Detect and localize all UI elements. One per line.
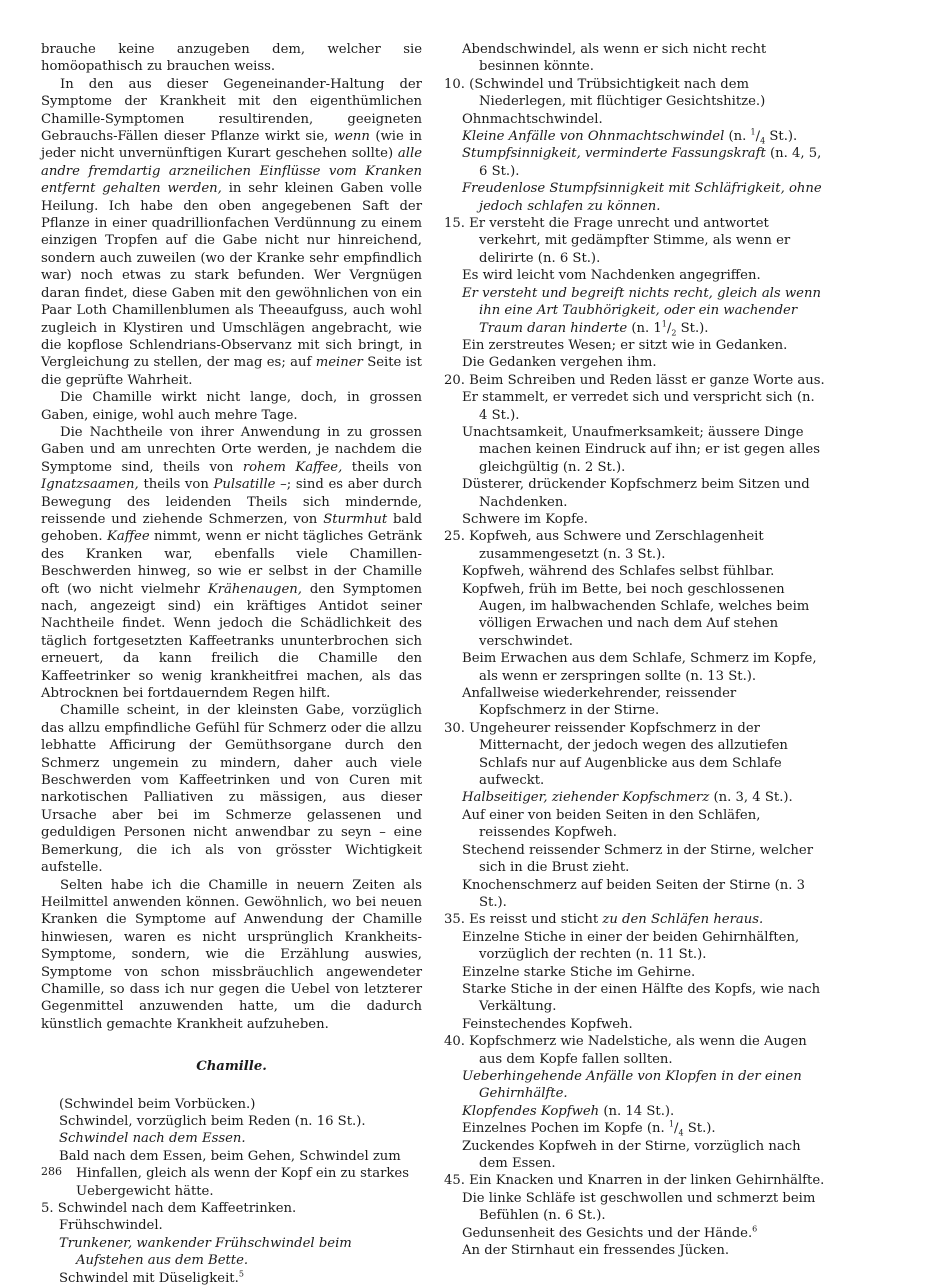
text-run: Unachtsamkeit, Unaufmerksamkeit; äussere Dinge machen keinen Eindruck auf ihn; er ist gegen alles gleichgültig (n. 2 St.). — [462, 424, 820, 475]
text-run: Zuckendes Kopfweh in der Stirne, vorzüglich nach dem Essen. — [462, 1138, 801, 1171]
symptom-entry — [41, 1130, 422, 1147]
italic-text: Krähenaugen, — [207, 581, 302, 597]
symptom-entry — [444, 180, 826, 215]
text-run: den Symptomen nach, angezeigt sind) ein kräftiges Antidot seiner Nachtheile findet. Wenn jedoch die Schädlichkeit des täglich fortgesetzten Kaffeetranks ununterbrochen sich erneuert, da kann freilich die Chamille den Kaffeetrinker so wenig krankheitfrei machen, als das Abtrocknen bei fortdauerndem Regen hilft. — [41, 581, 422, 702]
text-run: Düsterer, drückender Kopfschmerz beim Sitzen und Nachdenken. — [462, 477, 810, 510]
text-run: Auf einer von beiden Seiten in den Schläfen, reissendes Kopfweh. — [462, 807, 761, 841]
entry-number: 25. — [444, 529, 470, 545]
symptom-entry — [41, 1217, 422, 1234]
text-run: Es reisst und sticht — [469, 912, 603, 928]
text-run: Ungeheurer reissender Kopfschmerz in der Mitternacht, der jedoch wegen des allzutiefen Schlafs nur auf Augenblicke aus dem Schlafe aufweckt. — [469, 720, 788, 789]
entry-number: 45. — [444, 1173, 470, 1189]
text-run: Knochenschmerz auf beiden Seiten der Stirne (n. 3 St.). — [462, 877, 806, 910]
text-run: St.). — [676, 320, 709, 336]
text-run: Er stammelt, er verredet sich und verspricht sich (n. 4 St.). — [462, 390, 815, 423]
italic-text: Ueberhingehende Anfälle von Klopfen in der einen Gehirnhälfte. — [462, 1068, 802, 1102]
superscript: 5 — [238, 1269, 244, 1279]
text-run: (n. 3, 4 St.). — [709, 790, 793, 806]
symptom-entry — [41, 1200, 422, 1217]
symptom-entry — [444, 563, 826, 580]
symptom-entry — [444, 128, 826, 145]
text-run: St.). — [765, 129, 798, 145]
text-run: Einzelne Stiche in einer der beiden Gehirnhälften, vorzüglich der rechten (n. 11 St.). — [462, 929, 800, 963]
text-run: Frühschwindel. — [59, 1218, 163, 1234]
symptom-entry — [444, 911, 826, 928]
symptom-entry — [444, 1172, 826, 1189]
italic-text: Freudenlose Stumpfsinnigkeit mit Schläfrigkeit, ohne jedoch schlafen zu können. — [462, 181, 822, 214]
symptom-entry — [41, 1113, 422, 1130]
italic-text: Stumpfsinnigkeit, verminderte Fassungskraft — [462, 146, 766, 162]
symptom-entry — [444, 528, 826, 563]
text-run: Die Nachtheile von ihrer Anwendung in zu grossen Gaben und am unrechten Orte werden, je nachdem die Symptome sind, theils von — [41, 424, 422, 475]
text-run: Ohnmachtschwindel. — [462, 111, 603, 127]
symptom-entry — [444, 1016, 826, 1033]
text-run: Es wird leicht vom Nachdenken angegriffen. — [462, 268, 761, 284]
entry-number: 40. — [444, 1034, 470, 1050]
symptom-list-right — [444, 41, 826, 1259]
superscript: 1 — [661, 319, 667, 329]
text-run: Feinstechendes Kopfweh. — [462, 1016, 633, 1032]
text-run: / — [666, 320, 672, 336]
symptom-entry — [444, 76, 826, 111]
text-run: theils von — [138, 477, 214, 493]
text-run: (wie in jeder nicht unvernünftigen Kurart geschehen sollte) — [41, 129, 422, 162]
entry-number: 5. — [41, 1201, 58, 1216]
text-run: Ein zerstreutes Wesen; er sitzt wie in Gedanken. — [462, 337, 788, 353]
symptom-entry — [444, 111, 826, 128]
italic-text: Schwindel nach dem Essen. — [59, 1131, 246, 1147]
text-run: Kopfschmerz wie Nadelstiche, als wenn die Augen aus dem Kopfe fallen sollten. — [469, 1034, 807, 1067]
text-run: (n. 1 — [627, 320, 662, 336]
text-run: nimmt, wenn er nicht tägliches Getränk des Kranken war, ebenfalls viele Chamillen-Beschwerden hinweg, so wie er selbst in der Chamille oft (wo nicht vielmehr — [41, 529, 422, 597]
italic-text: meiner — [315, 355, 363, 371]
symptom-entry — [444, 964, 826, 981]
body-paragraph — [41, 877, 422, 1034]
symptom-entry — [444, 1033, 826, 1068]
symptom-entry — [444, 877, 826, 912]
italic-text: Er versteht und begreift nichts recht, gleich als wenn ihn eine Art Taubhörigkeit, oder ein wachender Traum daran hinderte — [462, 285, 821, 336]
symptom-entry — [444, 389, 826, 424]
text-run: Gedunsenheit des Gesichts und der Hände. — [462, 1225, 753, 1241]
section-heading: Chamille. — [196, 1059, 267, 1075]
text-run: Anfallweise wiederkehrender, reissender Kopfschmerz in der Stirne. — [462, 686, 737, 719]
symptom-entry — [444, 285, 826, 337]
text-run: In den aus dieser Gegeneinander-Haltung der Symptome der Krankheit mit den eigenthümlichen Chamille-Symptomen resultirenden, geeigneten Gebrauchs-Fällen dieser Pflanze wirkt sie, — [41, 76, 422, 145]
symptom-entry — [444, 929, 826, 964]
symptom-entry — [41, 1148, 422, 1200]
text-run: St.). — [683, 1121, 716, 1137]
symptom-entry — [41, 1270, 422, 1287]
text-run: Starke Stiche in der einen Hälfte des Kopfs, wie nach Verkältung. — [462, 981, 821, 1015]
subscript: 2 — [671, 328, 677, 338]
text-run: Beim Schreiben und Reden lässt er ganze Worte aus. — [469, 372, 825, 388]
symptom-entry — [444, 1120, 826, 1137]
symptom-entry — [444, 650, 826, 685]
body-paragraph — [41, 702, 422, 876]
symptom-entry — [41, 1235, 422, 1270]
text-run: Kopfweh, während des Schlafes selbst fühlbar. — [462, 564, 775, 580]
text-run: Die linke Schläfe ist geschwollen und schmerzt beim Befühlen (n. 6 St.). — [462, 1190, 816, 1224]
entry-number: 10. — [444, 76, 470, 92]
text-run: theils von — [342, 459, 422, 475]
symptom-entry — [444, 1138, 826, 1173]
body-paragraph — [41, 389, 422, 424]
symptom-entry — [444, 1190, 826, 1225]
text-run: Chamille scheint, in der kleinsten Gabe, vorzüglich das allzu empfindliche Gefühl für Schmerz oder die allzu lebhatte Afficirung der Gemüthsorgane durch den Schmerz ungemein zu mindern, daher auch viele Beschwerden vom Kaffeetrinken und von Curen mit narkotischen Palliativen zu mässigen, aus dieser Ursache aber bei im Schmerze gelassenen und geduldigen Personen nicht anwendbar zu seyn – eine Bemerkung, die ich als von grösster Wichtigkeit aufstelle. — [41, 703, 422, 876]
symptom-entry — [444, 215, 826, 267]
text-run: Kopfweh, aus Schwere und Zerschlagenheit zusammengesetzt (n. 3 St.). — [469, 529, 764, 562]
prose-section — [41, 41, 422, 1033]
text-run: Bald nach dem Essen, beim Gehen, Schwindel zum Hinfallen, gleich als wenn der Kopf ein zu starkes Uebergewicht hätte. — [59, 1148, 409, 1199]
text-run: Einzelnes Pochen im Kopfe (n. — [462, 1121, 669, 1137]
symptom-entry — [444, 511, 826, 528]
symptom-entry — [444, 267, 826, 284]
italic-text: zu den Schläfen heraus. — [602, 912, 764, 928]
italic-text: Kaffee — [107, 529, 150, 545]
symptom-entry — [444, 372, 826, 389]
text-run: Schwindel, vorzüglich beim Reden (n. 16 St.). — [59, 1113, 366, 1129]
text-run: Er versteht die Frage unrecht und antwortet verkehrt, mit gedämpfter Stimme, als wenn er delirirte (n. 6 St.). — [469, 216, 791, 266]
text-run: in sehr kleinen Gaben volle Heilung. Ich habe den oben angegebenen Saft der Pflanze in einer quadrillionfachen Verdünnung zu einem einzigen Tropfen auf die Gabe nicht nur hinreichend, sondern auch zuweilen (wo der Kranke sehr empfindlich war) noch etwas zu stark befunden. Wer Vergnügen daran findet, diese Gaben mit den gewöhnlichen von ein Paar Loth Chamillenblumen als Theeaufguss, auch wohl zugleich in Klystiren und Umschlägen angebracht, wie die kopflose Schlendrians-Observanz mit sich bringt, in Vergleichung zu stellen, der mag es; auf — [41, 181, 422, 371]
symptom-entry — [41, 1096, 422, 1113]
superscript: 6 — [752, 1224, 758, 1234]
right-column — [444, 41, 826, 1259]
italic-text: rohem Kaffee, — [242, 459, 343, 475]
symptom-entry — [444, 424, 826, 476]
text-run: Schwere im Kopfe. — [462, 511, 588, 527]
entry-number: 15. — [444, 216, 470, 232]
text-run: (n. — [724, 129, 751, 145]
subscript: 4 — [760, 136, 766, 146]
entry-number: 20. — [444, 372, 470, 388]
text-run: An der Stirnhaut ein fressendes Jücken. — [462, 1243, 730, 1259]
text-run: (Schwindel beim Vorbücken.) — [59, 1096, 256, 1112]
italic-text: Pulsatille — [213, 477, 276, 493]
symptom-entry — [444, 807, 826, 842]
text-run: Abendschwindel, als wenn er sich nicht recht besinnen könnte. — [462, 42, 767, 75]
text-run: Seite ist die geprüfte Wahrheit. — [41, 355, 422, 388]
symptom-entry — [444, 981, 826, 1016]
italic-text: Klopfendes Kopfweh — [462, 1103, 600, 1119]
symptom-entry — [444, 1103, 826, 1120]
text-run: Die Gedanken vergehen ihm. — [462, 355, 657, 371]
text-run: (Schwindel und Trübsichtigkeit nach dem Niederlegen, mit flüchtiger Gesichtshitze.) — [469, 76, 766, 110]
text-run: Einzelne starke Stiche im Gehirne. — [462, 964, 696, 980]
symptom-entry — [444, 1068, 826, 1103]
text-run: bald gehoben. — [41, 511, 423, 545]
body-paragraph — [41, 424, 422, 703]
symptom-entry — [444, 789, 826, 806]
text-run: Beim Erwachen aus dem Schlafe, Schmerz im Kopfe, als wenn er zerspringen sollte (n. 13 St.). — [462, 651, 817, 684]
symptom-entry — [444, 842, 826, 877]
symptom-entry — [444, 720, 826, 790]
text-run: Die Chamille wirkt nicht lange, doch, in grossen Gaben, einige, wohl auch mehre Tage. — [41, 390, 422, 423]
text-run: Kopfweh, früh im Bette, bei noch geschlossenen Augen, im halbwachenden Schlafe, welches beim völligen Erwachen und nach dem Auf stehen verschwindet. — [462, 581, 810, 649]
italic-text: Kleine Anfälle von Ohnmachtschwindel — [462, 129, 725, 145]
italic-text: alle andre fremdartig arzneilichen Einflüsse vom Kranken entfernt gehalten werden, — [41, 146, 422, 197]
symptom-entry — [444, 354, 826, 371]
entry-number: 30. — [444, 720, 470, 736]
text-run: Stechend reissender Schmerz in der Stirne, welcher sich in die Brust zieht. — [462, 842, 813, 876]
text-run: (n. 14 St.). — [599, 1103, 675, 1119]
text-run: (n. 4, 5, 6 St.). — [479, 146, 822, 179]
text-run: / — [755, 129, 761, 145]
page-number: 286 — [41, 1165, 62, 1178]
italic-text: Trunkener, wankender Frühschwindel beim Aufstehen aus dem Bette. — [59, 1235, 352, 1269]
italic-text: Halbseitiger, ziehender Kopfschmerz — [462, 790, 710, 806]
symptom-entry — [444, 41, 826, 76]
italic-text: Ignatzsaamen, — [41, 477, 139, 493]
text-run: brauche keine anzugeben dem, welcher sie homöopathisch zu brauchen weiss. — [41, 42, 422, 75]
italic-text: wenn — [333, 129, 370, 145]
entry-number: 35. — [444, 912, 470, 928]
symptom-entry — [444, 581, 826, 651]
italic-text: Sturmhut — [323, 511, 388, 527]
text-run: Selten habe ich die Chamille in neuern Zeiten als Heilmittel anwenden können. Gewöhnlich, wo bei neuen Kranken die Symptome auf Anwendung der Chamille hinwiesen, waren es nicht ursprünglich Krankheits-Symptome, sondern, wie die Erzählung auswies, Symptome von schon missbräuchlich angewendeter Chamille, so dass ich nur gegen die Uebel von letzterer Gegenmittel anzuwenden hatte, um die dadurch künstlich gemachte Krankheit aufzuheben. — [41, 877, 422, 1032]
symptom-entry — [444, 1225, 826, 1242]
body-paragraph — [41, 41, 422, 76]
text-run: Schwindel nach dem Kaffeetrinken. — [57, 1201, 297, 1216]
left-column — [41, 41, 422, 1287]
superscript: 1 — [668, 1119, 674, 1129]
symptom-entry — [444, 476, 826, 511]
symptom-entry — [444, 337, 826, 354]
text-run: Schwindel mit Düseligkeit. — [59, 1270, 239, 1286]
subscript: 4 — [678, 1128, 684, 1138]
text-run: Ein Knacken und Knarren in der linken Gehirnhälfte. — [469, 1173, 825, 1189]
symptom-entry — [444, 145, 826, 180]
symptom-list-left — [41, 1096, 422, 1287]
body-paragraph — [41, 76, 422, 389]
symptom-entry — [444, 685, 826, 720]
text-run: –; sind es aber durch Bewegung des leidenden Theils sich mindernde, reissende und ziehende Schmerzen, von — [41, 477, 422, 527]
symptom-entry — [444, 1242, 826, 1259]
superscript: 1 — [750, 127, 756, 137]
text-run: / — [674, 1121, 679, 1137]
